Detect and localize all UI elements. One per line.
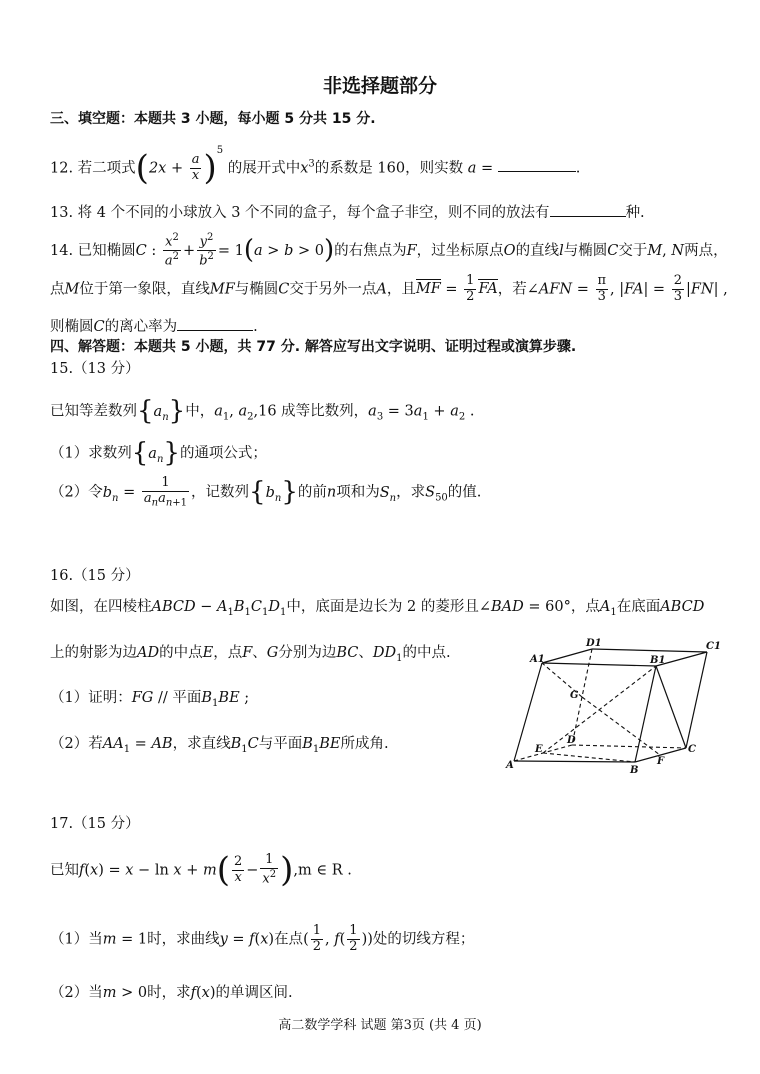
question-number: 13. — [50, 205, 74, 221]
section-header-fill-in: 三、填空题：本题共 3 小题，每小题 5 分共 15 分. — [50, 111, 376, 127]
question-14-line-3: 则椭圆C的离心率为 . — [50, 316, 258, 336]
label-g: G — [570, 690, 579, 701]
question-15-part-1: （1）求数列$\{a_n\}$的通项公式； — [50, 438, 267, 468]
edge-ab — [514, 761, 635, 762]
question-text: 将 4 个不同的小球放入 3 个不同的盒子，每个盒子非空，则不同的放法有 — [77, 205, 550, 221]
answer-blank[interactable] — [177, 316, 253, 331]
question-number: 14. — [50, 242, 74, 259]
label-b1: B1 — [650, 655, 666, 666]
label-d1: D1 — [586, 638, 602, 649]
question-16-part-1: （1）证明：FG // 平面$B_1BE$ ; — [50, 690, 250, 709]
question-17-stem: 已知f(x) = x − ln x + m( $\frac{2}{x}$ − $\frac{1}{x^2}$ ),m ∈ R . — [50, 850, 352, 890]
segment-eb — [543, 753, 635, 762]
label-a1: A1 — [530, 654, 545, 665]
question-17-header: 17.（15 分） — [50, 816, 140, 832]
edge-a1b1 — [542, 663, 656, 666]
question-16-line-2: 上的射影为边AD的中点E，点F、G分别为边BC、$DD_1$的中点. — [50, 645, 451, 664]
label-e: E — [535, 744, 543, 755]
edge-a1d1 — [542, 649, 592, 663]
page-footer: 高二数学学科 试题 第3页 (共 4 页) — [278, 1018, 482, 1033]
label-c: C — [688, 744, 696, 755]
question-text: 若二项式 — [77, 160, 136, 177]
question-14-line-1: 14. 已知椭圆C : $\frac{x^2}{a^2}$ + $\frac{y^2}{b^2}$ = 1(a > b > 0)的右焦点为F，过坐标原点O的直线l与椭圆C交于M, N两点， — [50, 232, 728, 269]
question-14-line-2: 点M位于第一象限，直线MF与椭圆C交于另外一点A，且MF = $\frac{1}{2}$ FA，若∠AFN = $\frac{\pi}{3}$ , |FA| = $\frac{2}{3}$ |FN| , — [50, 273, 728, 304]
label-b: B — [630, 765, 639, 776]
question-number: 12. — [50, 160, 74, 177]
question-15-part-2: （2）令$b_n$ = $\frac{1}{a_na_{n+1}}$ ，记数列$\{b_n\}$的前n项和为$S_n$，求$S_{50}$的值. — [50, 475, 482, 509]
answer-blank[interactable] — [550, 202, 626, 217]
question-16-line-1: 如图，在四棱柱ABCD − $A_1B_1C_1D_1$中，底面是边长为 2 的菱形且∠BAD = 60°，点$A_1$在底面ABCD — [50, 599, 705, 618]
edge-cc1 — [686, 652, 707, 748]
label-d: D — [567, 735, 576, 746]
section-header-solutions: 四、解答题：本题共 5 小题，共 77 分. 解答应写出文字说明、证明过程或演算步骤. — [50, 339, 577, 355]
question-17-part-2: （2）当m > 0时，求f(x)的单调区间. — [50, 985, 293, 1001]
label-c1: C1 — [706, 641, 721, 652]
question-15-header: 15.（13 分） — [50, 361, 140, 377]
prism-figure — [500, 635, 725, 780]
answer-blank[interactable] — [498, 157, 576, 172]
label-a: A — [506, 760, 514, 771]
edge-b1c — [656, 666, 686, 748]
edge-dc — [572, 745, 686, 748]
question-12: 12. 若二项式(2x + $\frac{a}{x}$ )$^5$ 的展开式中$x^3$的系数是 160，则实数 a = . — [50, 144, 581, 188]
question-16-header: 16.（15 分） — [50, 568, 140, 584]
edge-d1c1 — [592, 649, 707, 652]
label-f: F — [657, 756, 665, 767]
question-13: 13. 将 4 个不同的小球放入 3 个不同的盒子，每个盒子非空，则不同的放法有 种. — [50, 202, 645, 222]
question-17-part-1: （1）当m = 1时，求曲线y = f(x)在点( $\frac{1}{2}$ , f( $\frac{1}{2}$ ))处的切线方程； — [50, 923, 475, 954]
page-title: 非选择题部分 — [322, 75, 437, 97]
question-16-part-2: （2）若$AA_1$ = AB，求直线$B_1C$与平面$B_1BE$所成角. — [50, 736, 389, 755]
question-15-stem: 已知等差数列$\{a_n\}$中，$a_1$, $a_2,16$ 成等比数列，$a_3 = 3a_1 + a_2$ . — [50, 396, 475, 426]
